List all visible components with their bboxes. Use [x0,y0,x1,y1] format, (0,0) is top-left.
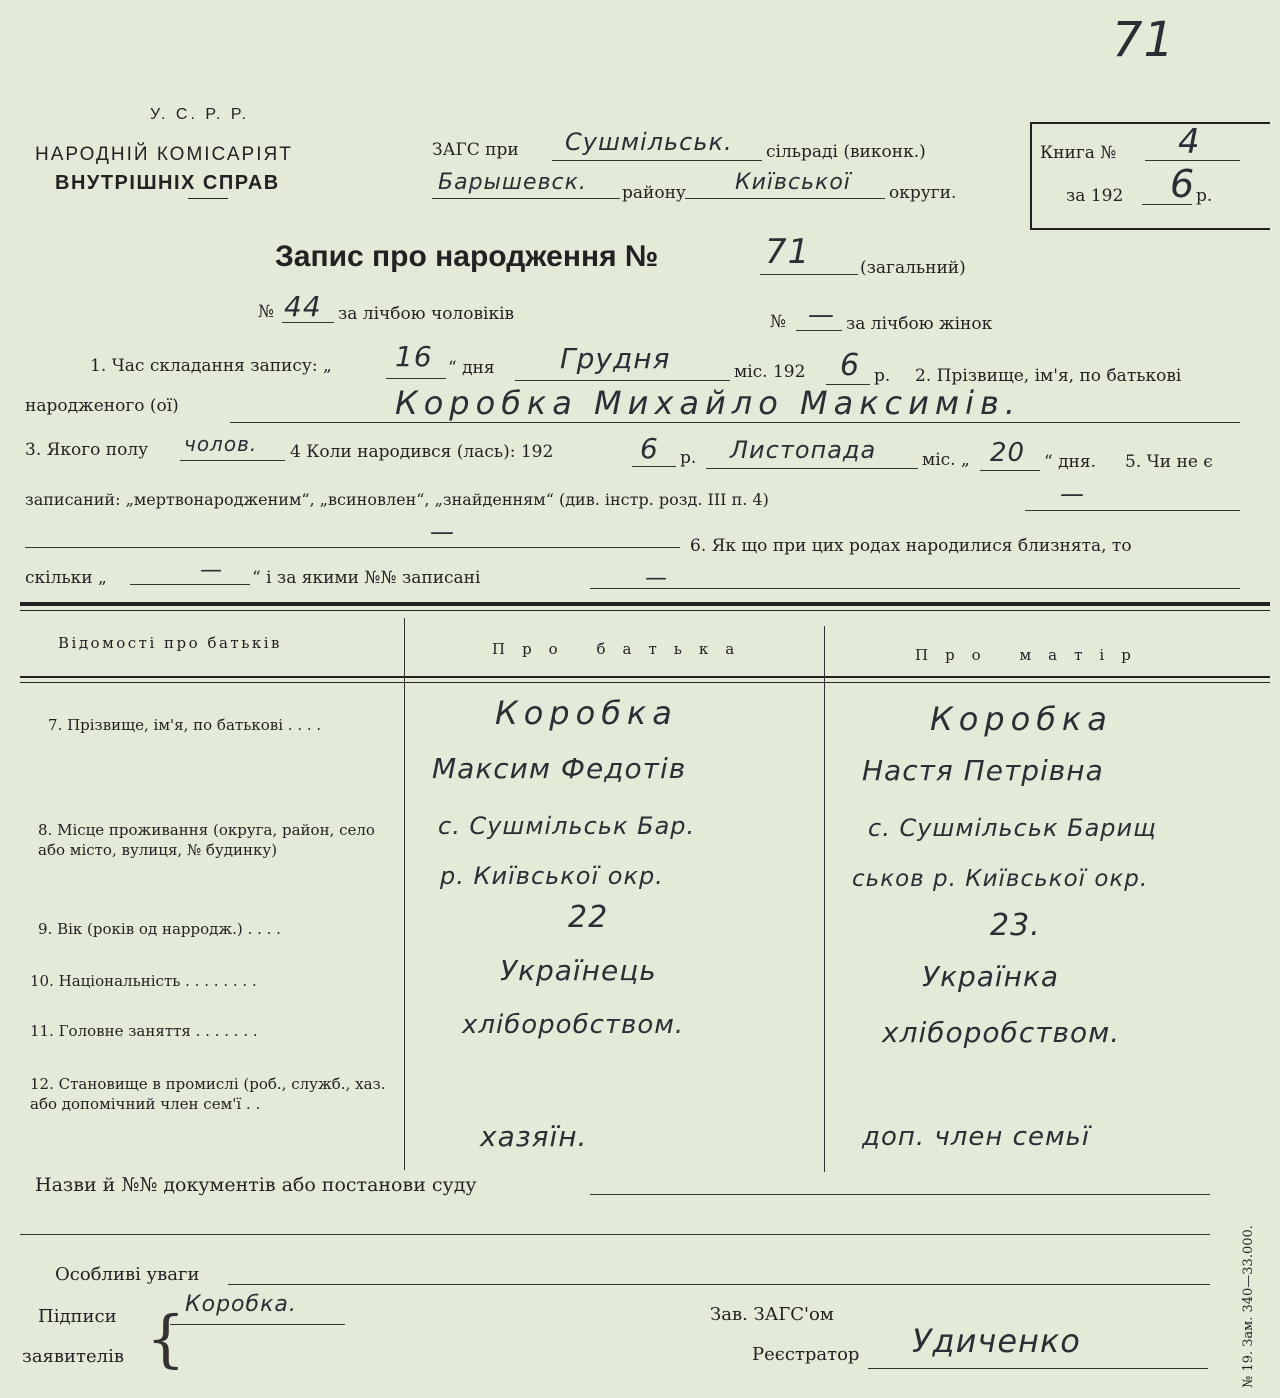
row7-mother-line2: Настя Петрівна [862,754,1104,787]
side-print: № 19. Зам. 340—33.000. [1241,1225,1256,1388]
applicant-signature-handwritten: Коробка. [185,1292,297,1317]
field3-line [180,460,285,461]
signatures-brace: { [146,1302,186,1375]
row10-label: 10. Національність . . . . . . . . [30,972,257,990]
record-number-line [760,274,858,275]
field1-year-label: міс. 192 [734,362,806,382]
field4-year-handwritten: 6 [640,432,659,465]
table-header-mother: Про матір [915,646,1148,664]
men-count-label: за лічбою чоловіків [338,304,515,324]
record-number-handwritten: 71 [765,232,811,272]
men-count-line [282,322,334,323]
okruga-label: округи. [889,183,957,203]
zags-prefix: ЗАГС при [432,140,519,160]
field6-label: 6. Як що при цих родах народилися близнята, то [690,536,1132,556]
row11-label: 11. Головне заняття . . . . . . . [30,1022,258,1040]
row7-father-line1: Коробка [495,694,678,732]
zags-suffix: сільраді (виконк.) [766,142,926,162]
women-count-handwritten: — [808,300,835,330]
field4-month-handwritten: Листопада [730,436,877,464]
field5-label2: записаний: „мертвонародженим“, „всиновлен“, „знайденням“ (див. інстр. розд. III п. 4) [25,490,769,509]
women-count-line [796,330,842,331]
field6-label2: скільки „ [25,568,107,588]
registrar-signature-handwritten: Удиченко [912,1322,1081,1360]
row12-label: 12. Становище в промислі (роб., служб., хаз. або допомічний член сем'ї . . [30,1075,386,1113]
field4-label: 4 Коли народився (лась): 192 [290,442,554,462]
field6-line [130,584,250,585]
field4-day-suffix: “ дня. [1044,452,1097,472]
table-col-divider-1 [404,618,405,1170]
table-header-father: Про батька [492,640,752,658]
row8-father-line1: с. Сушмільськ Бар. [438,812,696,840]
field1-day-line [386,378,446,379]
notes-label: Особливі уваги [55,1264,200,1285]
row10-father: Українець [500,954,657,987]
row8-father-line2: р. Київської окр. [440,862,664,890]
raion-label: району [622,183,686,203]
signatures-label: Підписи [38,1306,117,1327]
row7-mother-line1: Коробка [930,700,1113,738]
field4-day-handwritten: 20 [990,438,1026,468]
documents-label: Назви й №№ документів або постанови суду [35,1174,477,1196]
row8-mother-line2: ськов р. Київської окр. [852,866,1149,892]
field6-line2 [590,588,1240,589]
row11-father: хліборобством. [462,1010,685,1040]
table-header-rule [20,676,1270,678]
field4-day-line [980,470,1040,471]
field1-day-handwritten: 16 [395,340,433,373]
row9-label: 9. Вік (років од нарродж.) . . . . [38,920,281,938]
field4-day-label: міс. „ [922,450,970,470]
commissariat-line2: ВНУТРІШНІХ СПРАВ [55,172,280,194]
field5-handwritten: — [1060,480,1085,508]
field2-label: 2. Прізвище, ім'я, по батькові [915,366,1182,386]
commissariat-line1: НАРОДНІЙ КОМІСАРІЯТ [35,144,293,165]
field5-label: 5. Чи не є [1125,452,1213,472]
registrar-line [868,1368,1208,1369]
field6-handwritten: — [200,558,223,583]
field5-line [1025,510,1240,511]
row12-mother: доп. член семьї [862,1122,1091,1152]
row10-mother: Українка [922,960,1060,993]
field2-label2: народженого (ої) [25,396,179,416]
okruga-handwritten: Київської [735,170,851,195]
field1-day-label: “ дня [448,358,495,378]
field4-year-line [632,466,676,467]
row9-father: 22 [568,900,609,935]
zags-council-handwritten: Сушмільськ. [565,128,733,156]
registrar-label: Реєстратор [752,1344,860,1365]
field1-month-line [515,380,730,381]
row7-father-line2: Максим Федотів [432,752,687,785]
applicants-label: заявителів [22,1346,124,1367]
field1-year-handwritten: 6 [840,348,861,383]
general-label: (загальний) [860,258,966,278]
field1-label: 1. Час складання запису: „ [90,356,332,376]
table-header-info: Відомості про батьків [58,634,283,652]
row8-label: 8. Місце проживання (округа, район, село або місто, вулиця, № будинку) [38,821,375,859]
table-top-rule-thin [20,610,1270,611]
usrr-heading: У. С. Р. Р. [150,106,250,123]
book-label: Книга № [1040,143,1117,163]
okruga-line [685,198,885,199]
page-title: Запис про народження № [275,240,659,273]
book-year-line [1142,204,1192,205]
row7-label: 7. Прізвище, ім'я, по батькові . . . . [48,716,322,734]
book-number-handwritten: 4 [1178,122,1201,162]
field6-label3: “ і за якими №№ записані [252,568,481,588]
men-count-prefix: № [258,302,275,322]
row12-father: хазяїн. [480,1120,588,1153]
field2-line [230,422,1240,423]
raion-line [432,198,620,199]
field3-label: 3. Якого полу [25,440,149,460]
book-line [1145,160,1240,161]
field2-name-handwritten: Коробка Михайло Максимів. [395,384,1021,422]
row11-mother: хліборобством. [882,1016,1121,1049]
field5-handwritten2: — [430,518,455,546]
table-top-rule [20,602,1270,606]
men-count-handwritten: 44 [284,290,322,323]
row9-mother: 23. [990,908,1041,943]
table-col-divider-2 [824,626,825,1172]
applicant-signature-line [170,1324,345,1325]
notes-line [228,1284,1210,1285]
book-box [1030,122,1270,230]
field3-handwritten: чолов. [184,432,258,456]
field1-year-suffix: р. [874,366,891,386]
documents-line2 [20,1234,1210,1235]
year-suffix: р. [1196,186,1213,206]
women-count-label: за лічбою жінок [846,314,993,334]
women-count-prefix: № [770,312,787,332]
field6-handwritten2: — [645,566,668,591]
corner-record-number: 71 [1112,12,1176,68]
table-header-rule-thin [20,682,1270,683]
field5-line2 [25,547,680,548]
side-print-box [1237,1160,1257,1390]
field1-month-handwritten: Грудня [560,342,671,375]
zags-council-line [552,160,762,161]
documents-line [590,1194,1210,1195]
book-year-handwritten: 6 [1170,162,1196,206]
row8-mother-line1: с. Сушмільськ Барищ [868,814,1157,842]
raion-handwritten: Барышевск. [438,170,587,195]
heading-underline [188,198,228,199]
year-prefix: за 192 [1066,186,1124,206]
field4-month-line [706,468,918,469]
field4-month-label: р. [680,448,697,468]
zags-head-label: Зав. ЗАГС'ом [710,1304,834,1325]
